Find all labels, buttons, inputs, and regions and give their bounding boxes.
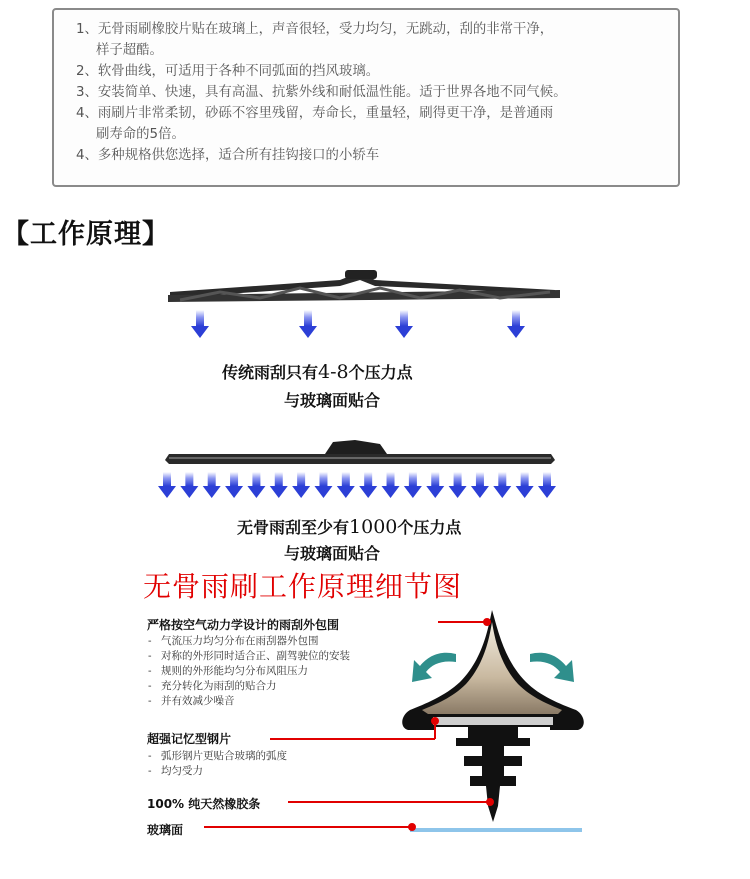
detail-title: 无骨雨刷工作原理细节图 [143, 570, 463, 603]
traditional-caption: 传统雨刮只有4-8个压力点 [222, 361, 413, 383]
boneless-caption-line2: 与玻璃面贴合 [284, 544, 381, 563]
list-item: - 并有效减少噪音 [148, 694, 350, 709]
feature-item: 2、软骨曲线，可适用于各种不同弧面的挡风玻璃。 [76, 64, 380, 79]
feature-item: 1、无骨雨刷橡胶片贴在玻璃上，声音很轻，受力均匀，无跳动，刮的非常干净， 样子超酷。 [76, 22, 554, 58]
list-item: - 均匀受力 [148, 764, 287, 779]
feature-item: 4、多种规格供您选择，适合所有挂钩接口的小轿车 [76, 148, 380, 163]
glass-label: 玻璃面 [147, 823, 184, 837]
list-item: - 充分转化为雨刮的贴合力 [148, 679, 350, 694]
list-item: - 气流压力均匀分布在雨刮器外包围 [148, 634, 350, 649]
section-title: 【工作原理】 [2, 219, 170, 250]
list-item: - 规则的外形能均匀分布风阻压力 [148, 664, 350, 679]
traditional-caption-line2: 与玻璃面贴合 [284, 391, 381, 410]
list-item: - 弧形钢片更贴合玻璃的弧度 [148, 749, 287, 764]
aero-cover-label: 严格按空气动力学设计的雨刮外包围 [147, 618, 340, 632]
boneless-caption: 无骨雨刮至少有1000个压力点 [237, 516, 462, 538]
feature-item: 3、安装简单、快速，具有高温、抗紫外线和耐低温性能。适于世界各地不同气候。 [76, 85, 567, 100]
rubber-label: 100% 纯天然橡胶条 [147, 797, 261, 811]
steel-label: 超强记忆型钢片 [147, 732, 232, 746]
feature-item: 4、雨刷片非常柔韧，砂砾不容里残留，寿命长，重量轻，刷得更干净，是普通雨 刷寿命的5倍。 [76, 106, 554, 142]
list-item: - 对称的外形同时适合正、副驾驶位的安装 [148, 649, 350, 664]
